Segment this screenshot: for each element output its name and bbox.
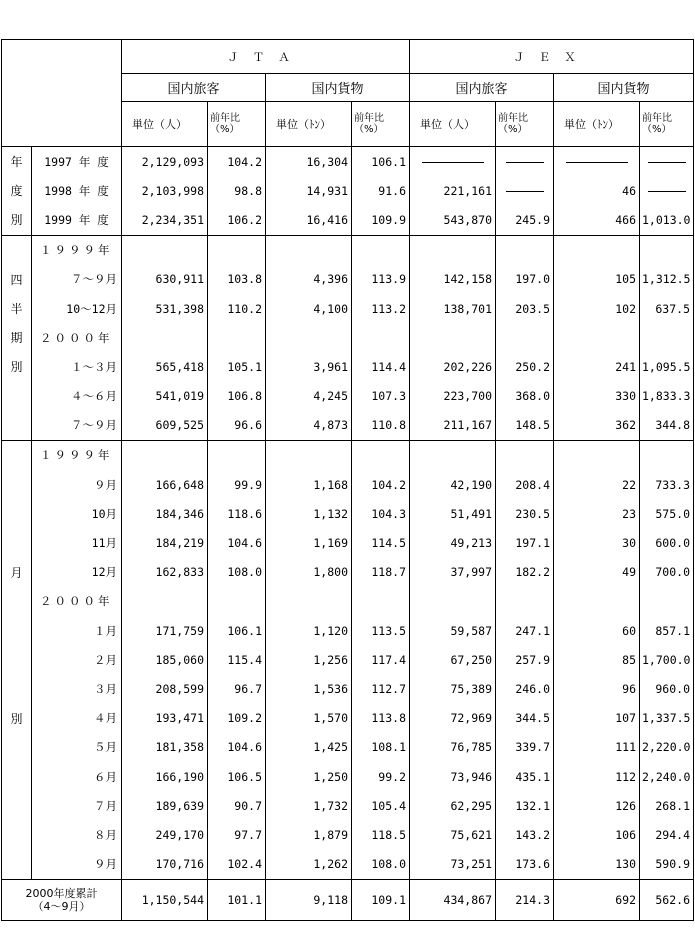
- subgroup-jex-cargo: 国内貨物: [554, 74, 694, 102]
- jta-passenger-yoy: 115.4: [208, 645, 266, 674]
- jex-passenger-value: 543,870: [410, 205, 496, 235]
- jex-passenger-value: 67,250: [450, 652, 492, 667]
- jta-passenger-yoy: 106.5: [208, 762, 266, 791]
- table-row: [2, 382, 694, 411]
- jta-cargo-yoy: 114.4: [352, 352, 410, 381]
- row-label: ４月: [32, 704, 122, 733]
- jta-cargo-value: 1,256: [266, 645, 352, 674]
- jta-cargo-value: 4,873: [266, 411, 352, 441]
- jex-passenger-yoy: 173.6: [496, 850, 554, 880]
- jta-cargo-value: 1,570: [266, 704, 352, 733]
- jex-cargo-value: 130: [554, 850, 640, 880]
- jex-passenger-value: 75,389: [450, 681, 492, 696]
- jta-passenger-value: 541,019: [155, 389, 204, 404]
- year-label: ２０００年: [32, 587, 122, 616]
- row-label: ９月: [32, 850, 122, 880]
- jta-cargo-value: 16,304: [266, 147, 352, 177]
- jex-cargo-yoy: 344.8: [640, 411, 694, 441]
- jta-passenger-value: 166,648: [155, 477, 204, 492]
- row-label: 1999 年 度: [32, 205, 122, 235]
- section-label: 月: [2, 558, 32, 587]
- jta-passenger-yoy: 101.1: [208, 879, 266, 920]
- jta-passenger-value: 1,150,544: [122, 879, 208, 920]
- row-label: １～３月: [32, 352, 122, 381]
- corner-cell: [2, 40, 122, 147]
- jta-passenger-yoy: 96.6: [208, 411, 266, 441]
- jta-cargo-value: 9,118: [266, 879, 352, 920]
- jex-cargo-value: 49: [554, 558, 640, 587]
- jex-passenger-value: 75,621: [450, 827, 492, 842]
- jex-passenger-yoy: 257.9: [496, 645, 554, 674]
- jex-passenger-value: 49,213: [450, 536, 492, 551]
- table-row: [2, 791, 694, 820]
- jex-passenger-yoy: 368.0: [496, 382, 554, 411]
- jex-passenger-yoy: 339.7: [496, 733, 554, 762]
- jex-cargo-yoy: 575.0: [640, 499, 694, 528]
- statistics-table: [1, 39, 694, 921]
- jex-cargo-yoy: 2,220.0: [640, 733, 694, 762]
- table-row: [2, 205, 694, 235]
- table-row: [2, 587, 694, 616]
- dash-mark: [640, 176, 694, 205]
- jta-passenger-value: 2,234,351: [122, 205, 208, 235]
- jta-passenger-yoy: 106.2: [208, 205, 266, 235]
- jex-passenger-value: 72,969: [450, 711, 492, 726]
- unit-label: 単位（ﾄﾝ）: [266, 102, 352, 147]
- jta-passenger-yoy: 105.1: [208, 352, 266, 381]
- jta-cargo-value: 1,800: [266, 558, 352, 587]
- jex-passenger-yoy: 197.0: [496, 265, 554, 294]
- section-label: 四: [2, 265, 32, 294]
- jex-passenger-value: 76,785: [450, 740, 492, 755]
- total-label: 2000年度累計 （4～9月）: [2, 879, 122, 920]
- yoy-label: 前年比 （%）: [352, 102, 410, 147]
- table-row: [2, 762, 694, 791]
- jta-passenger-value: 162,833: [155, 565, 204, 580]
- dash-mark: [496, 147, 554, 177]
- yoy-label: 前年比 （%）: [496, 102, 554, 147]
- row-label: ８月: [32, 820, 122, 849]
- row-label: 1998 年 度: [32, 176, 122, 205]
- unit-label: 単位（ﾄﾝ）: [554, 102, 640, 147]
- yoy-label: 前年比 （%）: [640, 102, 694, 147]
- row-label: 12月: [32, 558, 122, 587]
- table-row: [2, 499, 694, 528]
- row-label: １月: [32, 616, 122, 645]
- jex-cargo-value: 102: [554, 294, 640, 323]
- row-label: ３月: [32, 674, 122, 703]
- jex-cargo-value: 60: [554, 616, 640, 645]
- jex-passenger-value: 42,190: [450, 477, 492, 492]
- section-label: 年: [2, 147, 32, 177]
- jta-cargo-yoy: 118.7: [352, 558, 410, 587]
- jex-cargo-value: 85: [554, 645, 640, 674]
- row-label: 11月: [32, 528, 122, 557]
- jex-cargo-yoy: 637.5: [640, 294, 694, 323]
- jta-passenger-yoy: 97.7: [208, 820, 266, 849]
- jta-cargo-yoy: 104.3: [352, 499, 410, 528]
- jta-passenger-value: 170,716: [122, 850, 208, 880]
- jex-passenger-value: 221,161: [443, 183, 492, 198]
- jta-passenger-value: 208,599: [155, 681, 204, 696]
- jta-cargo-value: 1,425: [266, 733, 352, 762]
- jex-cargo-yoy: 1,337.5: [640, 704, 694, 733]
- jta-passenger-yoy: 110.2: [208, 294, 266, 323]
- jta-passenger-value: 2,129,093: [141, 154, 204, 169]
- jta-cargo-value: 1,879: [266, 820, 352, 849]
- yoy-label: 前年比 （%）: [208, 102, 266, 147]
- jta-cargo-yoy: 118.5: [352, 820, 410, 849]
- jex-cargo-yoy: 1,013.0: [640, 205, 694, 235]
- group-jex: ＪＥＸ: [410, 40, 694, 74]
- jta-cargo-yoy: 99.2: [352, 762, 410, 791]
- table-row: [2, 176, 694, 205]
- table-row: [2, 528, 694, 557]
- jex-cargo-yoy: 733.3: [640, 470, 694, 499]
- jex-passenger-yoy: 214.3: [496, 879, 554, 920]
- jex-passenger-yoy: 148.5: [496, 411, 554, 441]
- subgroup-jta-passenger: 国内旅客: [122, 74, 266, 102]
- jex-cargo-value: 330: [554, 382, 640, 411]
- jta-cargo-value: 1,120: [266, 616, 352, 645]
- jta-cargo-value: 4,245: [266, 382, 352, 411]
- jta-cargo-yoy: 110.8: [352, 411, 410, 441]
- dash-mark: [496, 176, 554, 205]
- jta-passenger-value: 609,525: [122, 411, 208, 441]
- jex-cargo-yoy: 960.0: [640, 674, 694, 703]
- table-row: [2, 147, 694, 177]
- year-label: ２０００年: [32, 323, 122, 352]
- jta-passenger-value: 531,398: [155, 301, 204, 316]
- jex-passenger-yoy: 208.4: [496, 470, 554, 499]
- jex-passenger-value: 223,700: [443, 389, 492, 404]
- jta-passenger-value: 171,759: [155, 623, 204, 638]
- table-row: [2, 411, 694, 441]
- jex-cargo-value: 112: [554, 762, 640, 791]
- jex-cargo-yoy: 2,240.0: [640, 762, 694, 791]
- jex-cargo-value: 241: [554, 352, 640, 381]
- unit-label: 単位（人）: [410, 102, 496, 147]
- table-row: [2, 470, 694, 499]
- jex-passenger-yoy: 247.1: [496, 616, 554, 645]
- unit-label: 単位（人）: [122, 102, 208, 147]
- jex-cargo-yoy: 268.1: [640, 791, 694, 820]
- section-label: 半: [2, 294, 32, 323]
- table-row: [2, 616, 694, 645]
- section-label: 度: [2, 176, 32, 205]
- jta-passenger-yoy: 104.6: [208, 733, 266, 762]
- jta-passenger-yoy: 109.2: [208, 704, 266, 733]
- dash-mark: [410, 147, 496, 177]
- table-row: [2, 265, 694, 294]
- jta-cargo-yoy: 107.3: [352, 382, 410, 411]
- row-label: ２月: [32, 645, 122, 674]
- jex-passenger-value: 73,946: [450, 769, 492, 784]
- jta-cargo-yoy: 108.1: [352, 733, 410, 762]
- jta-passenger-yoy: 96.7: [208, 674, 266, 703]
- jex-passenger-value: 211,167: [410, 411, 496, 441]
- jta-cargo-yoy: 106.1: [352, 147, 410, 177]
- jex-passenger-yoy: 245.9: [496, 205, 554, 235]
- jex-cargo-yoy: 294.4: [640, 820, 694, 849]
- jta-cargo-value: 1,732: [266, 791, 352, 820]
- jex-cargo-value: 126: [554, 791, 640, 820]
- row-label: ９月: [32, 470, 122, 499]
- jta-passenger-yoy: 104.2: [208, 147, 266, 177]
- jta-cargo-yoy: 105.4: [352, 791, 410, 820]
- row-label: 10月: [32, 499, 122, 528]
- jex-cargo-value: 22: [554, 470, 640, 499]
- table-row: [2, 235, 694, 265]
- jta-cargo-value: 4,100: [266, 294, 352, 323]
- jex-cargo-value: 30: [554, 528, 640, 557]
- jta-passenger-value: 565,418: [155, 359, 204, 374]
- table-row: [2, 704, 694, 733]
- row-label: ７～９月: [32, 265, 122, 294]
- jex-passenger-value: 73,251: [410, 850, 496, 880]
- jta-cargo-yoy: 113.5: [352, 616, 410, 645]
- jex-cargo-yoy: 1,833.3: [640, 382, 694, 411]
- jta-passenger-yoy: 102.4: [208, 850, 266, 880]
- jex-passenger-value: 59,587: [450, 623, 492, 638]
- table-row: [2, 674, 694, 703]
- jta-passenger-yoy: 90.7: [208, 791, 266, 820]
- jex-passenger-yoy: 197.1: [496, 528, 554, 557]
- jex-passenger-yoy: 250.2: [496, 352, 554, 381]
- jex-cargo-value: 466: [554, 205, 640, 235]
- jta-cargo-yoy: 91.6: [352, 176, 410, 205]
- row-label: ４～６月: [32, 382, 122, 411]
- jex-cargo-value: 692: [554, 879, 640, 920]
- jex-cargo-yoy: 1,312.5: [640, 265, 694, 294]
- jex-cargo-value: 46: [554, 176, 640, 205]
- jex-cargo-value: 362: [554, 411, 640, 441]
- jta-passenger-value: 193,471: [155, 711, 204, 726]
- jta-cargo-yoy: 104.2: [352, 470, 410, 499]
- jta-cargo-value: 16,416: [266, 205, 352, 235]
- year-label: １９９９年: [32, 440, 122, 470]
- section-label: 別: [2, 352, 32, 381]
- jex-cargo-yoy: 1,700.0: [640, 645, 694, 674]
- jex-passenger-value: 62,295: [450, 798, 492, 813]
- jta-cargo-yoy: 117.4: [352, 645, 410, 674]
- table-row: [2, 850, 694, 880]
- jta-passenger-value: 2,103,998: [141, 183, 204, 198]
- table-row: [2, 558, 694, 587]
- jta-cargo-yoy: 109.9: [352, 205, 410, 235]
- jta-passenger-yoy: 103.8: [208, 265, 266, 294]
- jex-cargo-yoy: 562.6: [640, 879, 694, 920]
- subgroup-jex-passenger: 国内旅客: [410, 74, 554, 102]
- jex-passenger-value: 37,997: [450, 565, 492, 580]
- jex-passenger-value: 434,867: [410, 879, 496, 920]
- subgroup-jta-cargo: 国内貨物: [266, 74, 410, 102]
- jta-passenger-yoy: 99.9: [208, 470, 266, 499]
- row-label: ５月: [32, 733, 122, 762]
- jex-passenger-yoy: 344.5: [496, 704, 554, 733]
- table-row: [2, 733, 694, 762]
- jta-cargo-yoy: 113.9: [352, 265, 410, 294]
- jta-passenger-yoy: 108.0: [208, 558, 266, 587]
- jex-passenger-yoy: 143.2: [496, 820, 554, 849]
- jta-passenger-value: 185,060: [155, 652, 204, 667]
- jta-passenger-value: 181,358: [155, 740, 204, 755]
- section-label: 別: [2, 205, 32, 235]
- table-row: [2, 294, 694, 323]
- jta-cargo-yoy: 114.5: [352, 528, 410, 557]
- jex-cargo-value: 111: [554, 733, 640, 762]
- table-row: [2, 820, 694, 849]
- table-row: [2, 323, 694, 352]
- table-row: [2, 352, 694, 381]
- jex-passenger-yoy: 182.2: [496, 558, 554, 587]
- jex-cargo-yoy: 857.1: [640, 616, 694, 645]
- jta-cargo-yoy: 113.2: [352, 294, 410, 323]
- row-label: ７～９月: [32, 411, 122, 441]
- row-label: 10～12月: [32, 294, 122, 323]
- jta-cargo-value: 1,168: [266, 470, 352, 499]
- jex-cargo-yoy: 600.0: [640, 528, 694, 557]
- row-label: 1997 年 度: [32, 147, 122, 177]
- jta-passenger-yoy: 98.8: [208, 176, 266, 205]
- jex-cargo-value: 106: [554, 820, 640, 849]
- section-label: 別: [2, 704, 32, 733]
- jta-passenger-yoy: 106.8: [208, 382, 266, 411]
- row-label: ６月: [32, 762, 122, 791]
- table-row: [2, 645, 694, 674]
- jta-cargo-value: 1,262: [266, 850, 352, 880]
- jex-passenger-yoy: 230.5: [496, 499, 554, 528]
- total-row: [2, 879, 694, 920]
- jex-cargo-value: 23: [554, 499, 640, 528]
- jex-passenger-value: 142,158: [443, 272, 492, 287]
- jex-passenger-yoy: 132.1: [496, 791, 554, 820]
- jta-passenger-yoy: 106.1: [208, 616, 266, 645]
- jta-passenger-yoy: 104.6: [208, 528, 266, 557]
- jta-passenger-value: 630,911: [155, 272, 204, 287]
- jta-cargo-yoy: 108.0: [352, 850, 410, 880]
- jta-cargo-yoy: 109.1: [352, 879, 410, 920]
- jex-cargo-yoy: 1,095.5: [640, 352, 694, 381]
- jta-passenger-yoy: 118.6: [208, 499, 266, 528]
- group-jta: ＪＴＡ: [122, 40, 410, 74]
- jta-passenger-value: 166,190: [155, 769, 204, 784]
- jex-passenger-yoy: 435.1: [496, 762, 554, 791]
- dash-mark: [640, 147, 694, 177]
- jta-passenger-value: 249,170: [155, 827, 204, 842]
- jex-cargo-yoy: 590.9: [640, 850, 694, 880]
- jta-cargo-value: 14,931: [266, 176, 352, 205]
- jex-cargo-value: 107: [554, 704, 640, 733]
- jta-cargo-value: 1,169: [266, 528, 352, 557]
- jex-passenger-yoy: 246.0: [496, 674, 554, 703]
- jta-cargo-yoy: 112.7: [352, 674, 410, 703]
- jta-cargo-value: 1,132: [266, 499, 352, 528]
- jta-cargo-yoy: 113.8: [352, 704, 410, 733]
- jex-passenger-value: 138,701: [443, 301, 492, 316]
- jta-cargo-value: 4,396: [266, 265, 352, 294]
- jta-cargo-value: 1,250: [266, 762, 352, 791]
- jta-passenger-value: 189,639: [155, 798, 204, 813]
- jta-cargo-value: 1,536: [266, 674, 352, 703]
- jex-passenger-value: 202,226: [443, 359, 492, 374]
- jex-passenger-value: 51,491: [450, 506, 492, 521]
- jex-cargo-yoy: 700.0: [640, 558, 694, 587]
- jta-passenger-value: 184,219: [155, 536, 204, 551]
- dash-mark: [554, 147, 640, 177]
- year-label: １９９９年: [32, 235, 122, 265]
- jex-cargo-value: 96: [554, 674, 640, 703]
- section-label: 期: [2, 323, 32, 352]
- jex-cargo-value: 105: [554, 265, 640, 294]
- jta-cargo-value: 3,961: [266, 352, 352, 381]
- jex-passenger-yoy: 203.5: [496, 294, 554, 323]
- row-label: ７月: [32, 791, 122, 820]
- table-row: [2, 440, 694, 470]
- jta-passenger-value: 184,346: [155, 506, 204, 521]
